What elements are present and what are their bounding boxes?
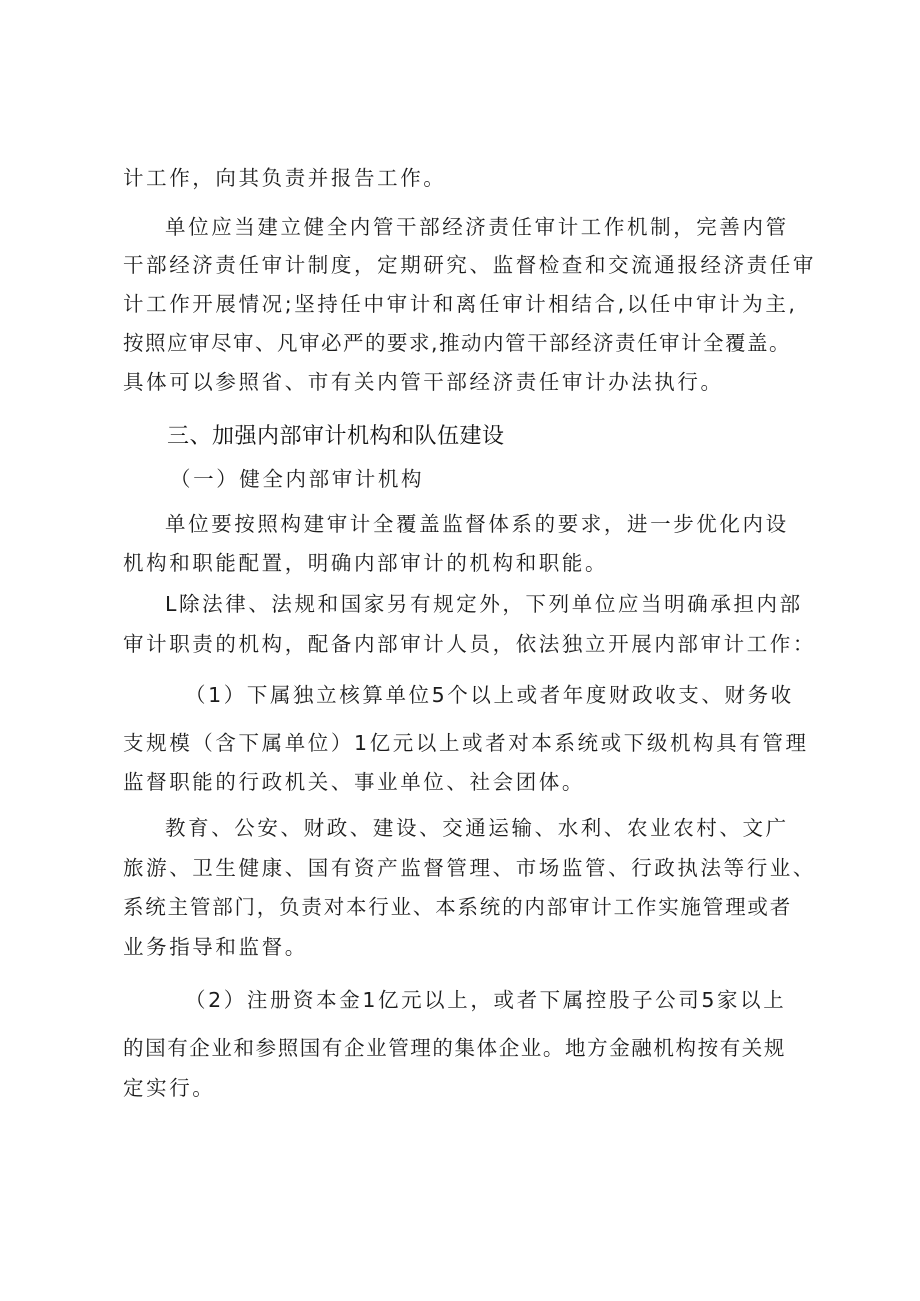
list-item-line: 监督职能的行政机关、事业单位、社会团体。	[123, 770, 585, 794]
paragraph-line: 单位应当建立健全内管干部经济责任审计工作机制，完善内管	[165, 215, 789, 239]
paragraph-line: 按照应审尽审、凡审必严的要求,推动内管干部经济责任审计全覆盖。	[123, 331, 792, 355]
paragraph-line: 审计职责的机构，配备内部审计人员，依法独立开展内部审计工作：	[123, 632, 816, 656]
list-item-line: 定实行。	[123, 1076, 216, 1100]
list-item-line: （1）下属独立核算单位5个以上或者年度财政收支、财务收	[185, 683, 794, 707]
paragraph-line: 单位要按照构建审计全覆盖监督体系的要求，进一步优化内设	[165, 512, 789, 536]
paragraph-line: 计工作，向其负责并报告工作。	[123, 166, 447, 190]
paragraph-line: 计工作开展情况;坚持任中审计和离任审计相结合,以任中审计为主,	[123, 292, 798, 316]
paragraph-line: 系统主管部门，负责对本行业、本系统的内部审计工作实施管理或者	[123, 895, 792, 919]
paragraph-line: 教育、公安、财政、建设、交通运输、水利、农业农村、文广	[165, 816, 789, 840]
paragraph-line: 业务指导和监督。	[123, 935, 308, 959]
list-item-line: 支规模（含下属单位）1亿元以上或者对本系统或下级机构具有管理	[123, 731, 809, 755]
paragraph-line: 旅游、卫生健康、国有资产监督管理、市场监管、行政执法等行业、	[123, 856, 816, 880]
paragraph-line: 机构和职能配置，明确内部审计的机构和职能。	[123, 551, 609, 575]
paragraph-line: 干部经济责任审计制度，定期研究、监督检查和交流通报经济责任审	[123, 253, 816, 277]
paragraph-line: L除法律、法规和国家另有规定外，下列单位应当明确承担内部	[165, 592, 803, 616]
list-item-line: （2）注册资本金1亿元以上，或者下属控股子公司5家以上	[185, 988, 787, 1012]
section-heading: 三、加强内部审计机构和队伍建设	[167, 424, 505, 449]
paragraph-line: 具体可以参照省、市有关内管干部经济责任审计办法执行。	[123, 370, 724, 394]
subsection-heading: （一）健全内部审计机构	[170, 467, 425, 491]
list-item-line: 的国有企业和参照国有企业管理的集体企业。地方金融机构按有关规	[123, 1036, 786, 1060]
